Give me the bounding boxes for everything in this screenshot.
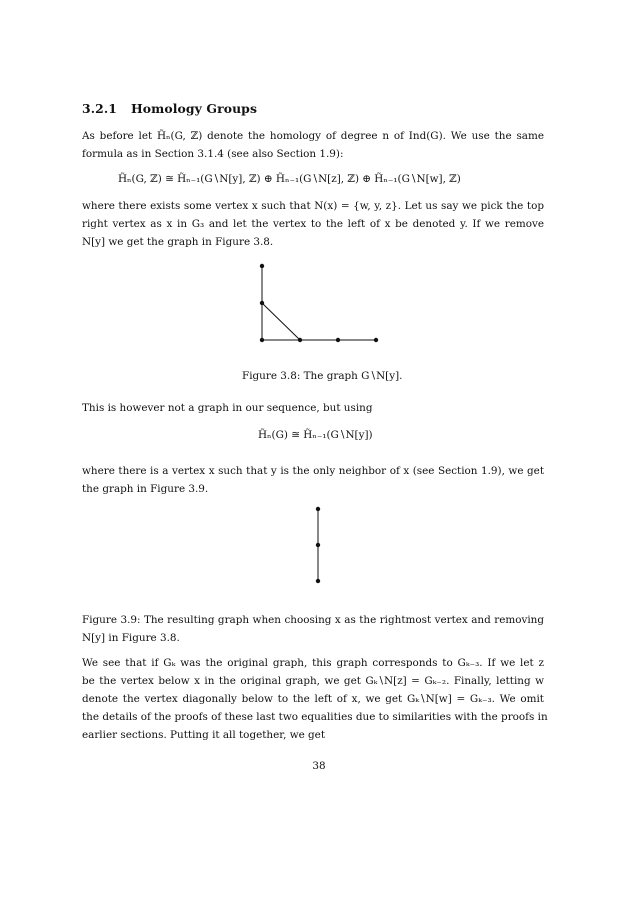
paragraph-line: earlier sections. Putting it all together, we get bbox=[82, 729, 326, 741]
graph-edge bbox=[262, 303, 300, 340]
equation-reduction: H̃ₙ(G) ≅ H̃ₙ₋₁(G∖N[y]) bbox=[258, 429, 373, 441]
paragraph-line: where there exists some vertex x such that N(x) = {w, y, z}. Let us say we pick the top bbox=[82, 200, 544, 212]
intro-line: As before let H̃ₙ(G, ℤ) denote the homology of degree n of Ind(G). We use the same bbox=[82, 130, 544, 142]
paragraph-line: This is however not a graph in our sequence, but using bbox=[82, 402, 373, 414]
paragraph-line: right vertex as x in G₃ and let the vertex to the left of x be denoted y. If we remove bbox=[82, 218, 544, 230]
paragraph-not-in-sequence bbox=[82, 399, 544, 417]
paragraph-vertex-choice bbox=[82, 197, 544, 251]
section-heading bbox=[82, 101, 257, 116]
graph-vertex bbox=[336, 338, 340, 342]
page-number: 38 bbox=[312, 760, 326, 772]
paragraph-line: where there is a vertex x such that y is the only neighbor of x (see Section 1.9), we get bbox=[82, 465, 544, 477]
paragraph-line: be the vertex below x in the original graph, we get Gₖ∖N[z] = Gₖ₋₂. Finally, letting w bbox=[82, 675, 544, 687]
paragraph-line: the graph in Figure 3.9. bbox=[82, 483, 209, 495]
figure-3-8-graph bbox=[250, 258, 390, 350]
graph-vertex bbox=[316, 543, 320, 547]
paragraph-conclusion bbox=[82, 654, 548, 744]
graph-vertex bbox=[316, 579, 320, 583]
graph-vertex bbox=[374, 338, 378, 342]
paragraph-line: denote the vertex diagonally below to the left of x, we get Gₖ∖N[w] = Gₖ₋₃. We omit bbox=[82, 693, 544, 705]
section-title: Homology Groups bbox=[131, 101, 258, 116]
paragraph-line: the details of the proofs of these last two equalities due to similarities with the proofs in bbox=[82, 711, 548, 723]
figure-3-9-graph bbox=[308, 500, 328, 590]
caption-line: N[y] in Figure 3.8. bbox=[82, 632, 180, 644]
equation-homology-decomposition: H̃ₙ(G, ℤ) ≅ H̃ₙ₋₁(G∖N[y], ℤ) ⊕ H̃ₙ₋₁(G∖N[z], ℤ) ⊕ H̃ₙ₋₁(G∖N[w], ℤ) bbox=[118, 173, 461, 185]
caption-line: Figure 3.9: The resulting graph when choosing x as the rightmost vertex and removing bbox=[82, 614, 544, 626]
graph-vertex bbox=[298, 338, 302, 342]
paragraph-line: N[y] we get the graph in Figure 3.8. bbox=[82, 236, 274, 248]
section-number: 3.2.1 bbox=[82, 101, 117, 116]
graph-vertex bbox=[260, 264, 264, 268]
figure-3-8-caption: Figure 3.8: The graph G∖N[y]. bbox=[242, 370, 403, 382]
figure-3-9-caption bbox=[82, 611, 544, 647]
graph-vertex bbox=[260, 301, 264, 305]
graph-vertex bbox=[260, 338, 264, 342]
intro-paragraph bbox=[82, 127, 544, 163]
intro-line: formula as in Section 3.1.4 (see also Section 1.9): bbox=[82, 148, 344, 160]
graph-vertex bbox=[316, 507, 320, 511]
paragraph-line: We see that if Gₖ was the original graph, this graph corresponds to Gₖ₋₃. If we let z bbox=[82, 657, 544, 669]
paragraph-resulting-graph bbox=[82, 462, 544, 498]
